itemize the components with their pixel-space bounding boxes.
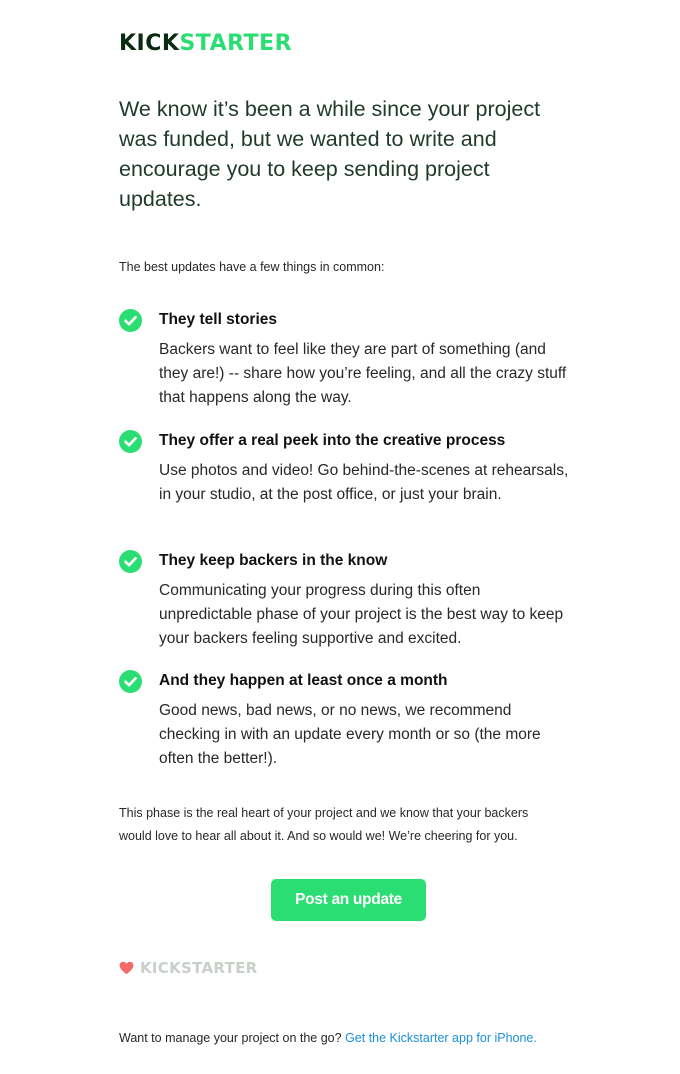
check-circle-icon	[119, 550, 142, 573]
post-update-button[interactable]: Post an update	[271, 879, 426, 921]
tip-title: They keep backers in the know	[159, 552, 388, 569]
check-circle-icon	[119, 309, 142, 332]
lead-text: The best updates have a few things in common:	[119, 260, 385, 274]
tip-body: Backers want to feel like they are part of something (and they are!) -- share how you’re feeling, and all the crazy stuff that happens along the way.	[159, 341, 567, 406]
intro-heading: We know it’s been a while since your project was funded, but we wanted to write and encourage you to keep sending project updates.	[119, 97, 541, 211]
logo-kick: KICK	[119, 31, 180, 56]
tip-body: Good news, bad news, or no news, we recommend checking in with an update every month or so (the more often the better!).	[159, 702, 541, 767]
tip-title: They tell stories	[159, 311, 278, 328]
tip-title: They offer a real peek into the creative process	[159, 432, 506, 449]
kickstarter-logo	[119, 30, 292, 58]
tip-body: Use photos and video! Go behind-the-scenes at rehearsals, in your studio, at the post office, or just your brain.	[159, 462, 569, 503]
footer-wordmark: KICKSTARTER	[140, 959, 258, 977]
footnote-text: Want to manage your project on the go?	[119, 1031, 342, 1045]
closing-text: This phase is the real heart of your project and we know that your backers would love to hear all about it. And so would we! We’re cheering for you.	[119, 806, 529, 843]
iphone-app-link[interactable]: Get the Kickstarter app for iPhone.	[345, 1031, 537, 1045]
check-circle-icon	[119, 670, 142, 693]
tip-body: Communicating your progress during this often unpredictable phase of your project is the best way to keep your backers feeling supportive and excited.	[159, 582, 564, 647]
tip-title: And they happen at least once a month	[159, 672, 448, 689]
check-circle-icon	[119, 430, 142, 453]
logo-starter: STARTER	[179, 31, 293, 56]
heart-icon	[119, 961, 134, 980]
app-footnote	[119, 1029, 537, 1047]
